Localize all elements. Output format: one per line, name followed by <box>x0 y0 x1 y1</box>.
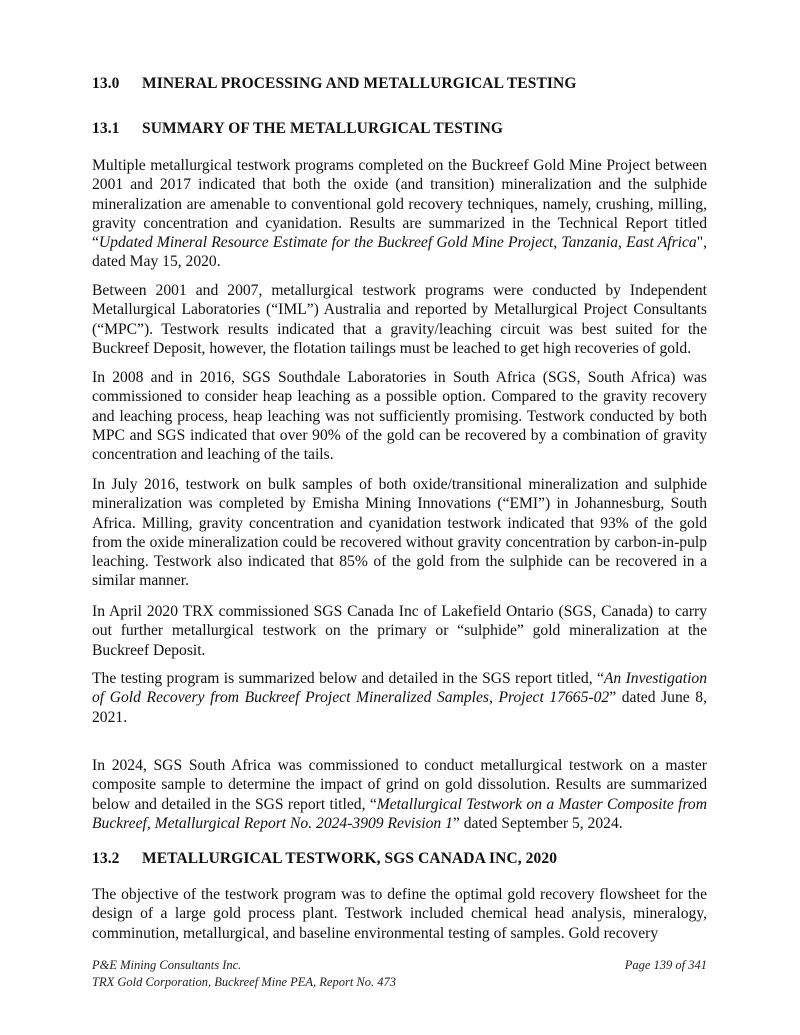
paragraph-summary-intro: Multiple metallurgical testwork programs completed on the Buckreef Gold Mine Project between 2001 and 2017 indicated that both the oxide (and transition) mineralization and the sulphide mineralization are amenable to conventional gold recovery techniques, namely, crushing, milling, gravity concentration and cyanidation. Results are summarized in the Technical Report titled “Updated Mineral Resource Estimate for the Buckreef Gold Mine Project, Tanzania, East Africa", dated May 15, 2020. <box>92 157 707 271</box>
section-heading-13-0 <box>92 75 576 93</box>
footer-report: TRX Gold Corporation, Buckreef Mine PEA, Report No. 473 <box>92 975 397 989</box>
section-title: SUMMARY OF THE METALLURGICAL TESTING <box>142 120 504 137</box>
section-title: METALLURGICAL TESTWORK, SGS CANADA INC, 2020 <box>142 850 558 867</box>
section-number: 13.1 <box>92 120 120 137</box>
paragraph-testing-program: The testing program is summarized below and detailed in the SGS report titled, “An Investigation of Gold Recovery from Buckreef Project Mineralized Samples, Project 17665-02” dated June 8, 2021. <box>92 670 707 726</box>
section-heading-13-2 <box>92 850 557 868</box>
paragraph-emi-2016: In July 2016, testwork on bulk samples of both oxide/transitional mineralization and sulphide mineralization was completed by Emisha Mining Innovations (“EMI”) in Johannesburg, South Africa. Milling, gravity concentration and cyanidation testwork indicated that 93% of the gold from the oxide mineralization could be recovered without gravity concentration by carbon-in-pulp leaching. Testwork also indicated that 85% of the gold from the sulphide can be recovered in a similar manner. <box>92 476 707 590</box>
report-title-italic: Updated Mineral Resource Estimate for the Buckreef Gold Mine Project, Tanzania, East Africa <box>98 234 697 252</box>
page-footer <box>92 957 707 991</box>
paragraph-sgs-2024: In 2024, SGS South Africa was commissioned to conduct metallurgical testwork on a master composite sample to determine the impact of grind on gold dissolution. Results are summarized below and detailed in the SGS report titled, “Metallurgical Testwork on a Master Composite from Buckreef, Metallurgical Report No. 2024-3909 Revision 1” dated September 5, 2024. <box>92 757 707 832</box>
paragraph-iml-mpc: Between 2001 and 2007, metallurgical testwork programs were conducted by Independent Metallurgical Laboratories (“IML”) Australia and reported by Metallurgical Project Consultants (“MPC”). Testwork results indicated that a gravity/leaching circuit was best suited for the Buckreef Deposit, however, the flotation tailings must be leached to get high recoveries of gold. <box>92 282 707 357</box>
section-title: MINERAL PROCESSING AND METALLURGICAL TESTING <box>142 75 577 92</box>
section-heading-13-1 <box>92 120 503 138</box>
footer-company: P&E Mining Consultants Inc. <box>92 958 242 972</box>
paragraph-sgs-canada-2020: In April 2020 TRX commissioned SGS Canada Inc of Lakefield Ontario (SGS, Canada) to carry out further metallurgical testwork on the primary or “sulphide” gold mineralization at the Buckreef Deposit. <box>92 603 707 659</box>
section-number: 13.2 <box>92 850 120 867</box>
report-title-italic: An Investigation of Gold Recovery from Buckreef Project Mineralized Samples, Project 17665-02 <box>92 670 707 707</box>
section-number: 13.0 <box>92 75 120 92</box>
paragraph-sgs-south-africa: In 2008 and in 2016, SGS Southdale Laboratories in South Africa (SGS, South Africa) was commissioned to consider heap leaching as a possible option. Compared to the gravity recovery and leaching process, heap leaching was not sufficiently promising. Testwork conducted by both MPC and SGS indicated that over 90% of the gold can be recovered by a combination of gravity concentration and leaching of the tails. <box>92 369 707 464</box>
paragraph-testwork-objective: The objective of the testwork program was to define the optimal gold recovery flowsheet for the design of a large gold process plant. Testwork included chemical head analysis, mineralogy, comminution, metallurgical, and baseline environmental testing of samples. Gold recovery <box>92 886 707 942</box>
footer-page-number: Page 139 of 341 <box>624 958 707 972</box>
report-title-italic: Metallurgical Testwork on a Master Composite from Buckreef, Metallurgical Report No. 2024-3909 Revision 1 <box>92 795 707 832</box>
